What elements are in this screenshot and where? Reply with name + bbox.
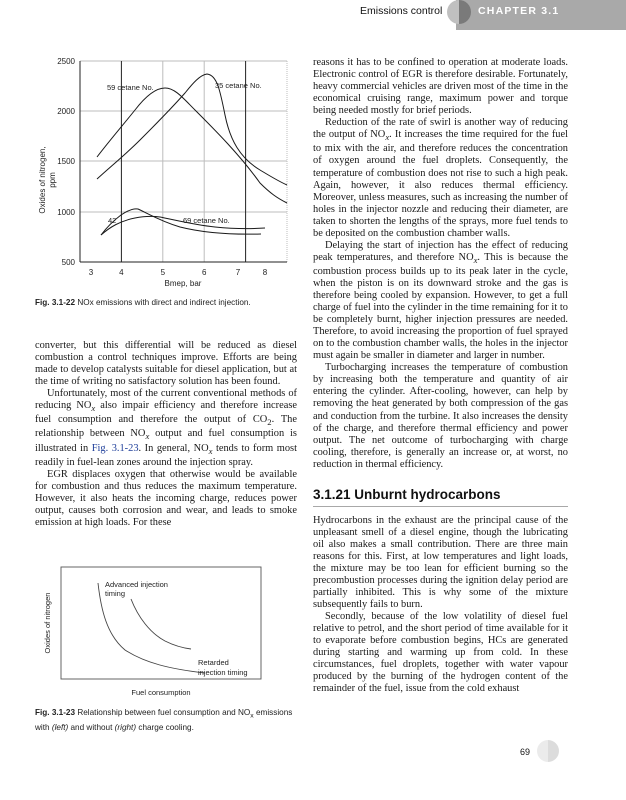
figure-2-caption-label: Fig. 3.1-23 <box>35 708 76 717</box>
paragraph: Reduction of the rate of swirl is another way of reducing the output of $NO_x$. It increases the time required for the fuel to mix with the air, and therefore reduces the concentration of oxygen around the fuel droplets. Consequently, the temperature of combustion does not rise to such a high peak. Again, however, it also reduces thermal efficiency. Moreover, unless measures, such as increasing the number of holes in the injector nozzle and reducing their diameter, are taken to shorten the lengths of the sprays, more fuel tends to be deposited on the combustion chamber walls. <box>313 117 568 239</box>
svg-text:Bmep, bar: Bmep, bar <box>164 279 202 288</box>
figure-1-caption-label: Fig. 3.1-22 <box>35 298 76 307</box>
svg-text:8: 8 <box>262 268 268 277</box>
svg-text:Fuel consumption: Fuel consumption <box>131 688 191 697</box>
figure-reference-link[interactable]: Fig. 3.1-23 <box>91 442 139 454</box>
chapter-label: CHAPTER 3.1 <box>478 5 560 17</box>
label-35-cetane: 35 cetane No. <box>215 81 262 90</box>
svg-text:ppm: ppm <box>48 172 57 188</box>
svg-text:Oxides of nitrogen: Oxides of nitrogen <box>43 592 52 654</box>
label-retarded: Retarded <box>198 658 229 667</box>
paragraph: Delaying the start of injection has the effect of reducing peak temperatures, and therefore $NO_x$. This is because the combustion process builds up to its peak later in the cycle, when the piston is on its downward stroke and the gas is therefore being cooled by expansion. However, to get a full charge of fuel into the cylinder in the time remaining for it to be completely burnt, higher injection pressures are needed. Therefore, to avoid increasing the proportion of fuel sprayed on to the combustion chamber walls, the holes in the injector must again be smaller in diameter and larger in number. <box>313 239 569 362</box>
paragraph: Unfortunately, most of the current conventional methods of reducing $NO_x$ also impair efficiency and therefore increase fuel consumption and therefore the output of $CO_2$. The relationship between $NO_x$ output and fuel consumption is illustrated in Fig. 3.1-23. In general, $NO_x$ tends to form most readily in fuel-lean zones around the injection spray. <box>35 388 297 468</box>
figure-1-caption <box>35 297 297 308</box>
page-number-circle-ornament <box>537 740 559 762</box>
svg-text:3: 3 <box>88 268 94 277</box>
svg-text:5: 5 <box>160 268 166 277</box>
label-retarded-timing: injection timing <box>198 668 248 677</box>
running-title: Emissions control <box>360 5 443 17</box>
right-column-text <box>313 57 568 696</box>
svg-text:1500: 1500 <box>57 157 75 166</box>
page-number: 69 <box>520 747 531 757</box>
svg-text:500: 500 <box>61 258 75 267</box>
label-advanced-injection: Advanced injection <box>105 580 168 589</box>
label-advanced-timing: timing <box>105 589 126 598</box>
svg-text:1000: 1000 <box>57 208 75 217</box>
svg-text:6: 6 <box>201 268 207 277</box>
paragraph: reasons it has to be confined to operation at moderate loads. Electronic control of EGR is therefore desirable. Fortunately, heavy commercial vehicles are driven most of the time in the economical cruising range, maximum power and torque being needed mostly for brief periods. <box>313 57 568 117</box>
section-heading: 3.1.21 Unburnt hydrocarbons <box>313 489 568 507</box>
label-42: 42 <box>108 216 117 225</box>
svg-text:4: 4 <box>119 268 124 277</box>
svg-text:Oxides of nitrogen,: Oxides of nitrogen, <box>38 146 47 214</box>
svg-text:2000: 2000 <box>57 107 75 116</box>
figure-nox-emissions-chart <box>35 55 297 295</box>
paragraph: EGR displaces oxygen that otherwise would be available for combustion and thus reduces the maximum temperature. However, it also heats the incoming charge, reduces power output, causes both corrosion and wear, and leads to smoke emission at high loads. For these <box>35 468 297 528</box>
paragraph: Turbocharging increases the temperature of combustion by increasing both the temperature and quantity of air entering the cylinder. After-cooling, however, can help by removing the heat generated by both compression of the gas and conduction from the turbine. It also increases the density of the charge, and therefore thermal efficiency and power output. The net outcome of turbocharging with charge cooling, therefore, is generally an increase or, at worst, no reduction in thermal efficiency. <box>313 362 568 470</box>
header-circle-ornament <box>447 0 471 24</box>
fuel-nox-chart-svg <box>35 565 297 700</box>
left-column-text <box>35 340 297 529</box>
figure-2-caption: Fig. 3.1-23 Relationship between fuel consumption and $NO_x$ emissions with (left) and without (right) charge cooling. <box>35 708 293 732</box>
figure-fuel-consumption-chart <box>35 565 297 700</box>
svg-text:2500: 2500 <box>57 57 75 66</box>
paragraph: Hydrocarbons in the exhaust are the principal cause of the unpleasant smell of a diesel engine, though the lubricating oil also makes a small contribution. There are three main reasons for this. First, at low temperatures and light loads, the mixture may be too lean for efficient burning so the precombustion processes during the ignition delay period are partially inhibited. This is why some of the mixture subsequently fails to burn. <box>313 514 568 611</box>
svg-text:7: 7 <box>235 268 241 277</box>
figure-1-caption-text: NOx emissions with direct and indirect injection. <box>77 298 251 307</box>
label-69-cetane: 69 cetane No. <box>183 216 230 225</box>
paragraph: converter, but this differential will be reduced as diesel combustion a control techniques improve. Efforts are being made to develop catalysts suitable for diesel application, but at the time of writing no satisfactory solution has been found. <box>35 340 297 388</box>
nox-chart-svg <box>35 55 297 295</box>
label-59-cetane: 59 cetane No. <box>107 83 154 92</box>
paragraph: Secondly, because of the low volatility of diesel fuel relative to petrol, and the short period of time available for it to evaporate before combustion begins, HCs are generated during starting and warming up from cold. In these circumstances, fuel droplets, together with water vapour produced by the burning of the hydrogen content of the remainder of the fuel, issue from the cold exhaust <box>313 611 568 695</box>
